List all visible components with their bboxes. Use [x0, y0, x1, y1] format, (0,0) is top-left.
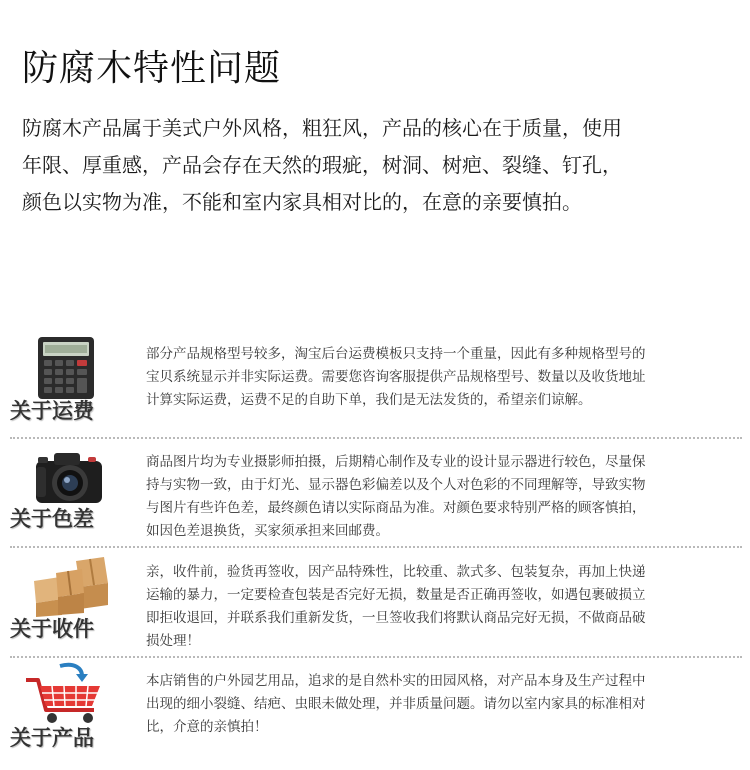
camera-icon	[16, 443, 116, 509]
section-label: 关于收件	[10, 617, 94, 641]
section-color-difference	[10, 441, 742, 551]
section-shipping	[10, 333, 742, 443]
text-line: 运输的暴力，一定要检查包装是否完好无损，数量是否正确再签收，如遇包裹破损立	[146, 587, 646, 603]
intro-line: 防腐木产品属于美式户外风格，粗狂风，产品的核心在于质量，使用	[22, 116, 622, 140]
section-text	[146, 343, 730, 412]
intro-line: 颜色以实物为准，不能和室内家具相对比的，在意的亲要慎拍。	[22, 190, 582, 214]
text-line: 宝贝系统显示并非实际运费。需要您咨询客服提供产品规格型号、数量以及收货地址	[146, 369, 646, 385]
text-line: 出现的细小裂缝、结疤、虫眼未做处理，并非质量问题。请勿以室内家具的标准相对	[146, 696, 646, 712]
page-title: 防腐木特性问题	[22, 48, 282, 89]
section-text	[146, 451, 730, 543]
text-line: 损处理！	[146, 633, 200, 649]
text-line: 部分产品规格型号较多，淘宝后台运费模板只支持一个重量，因此有多种规格型号的	[146, 346, 646, 362]
boxes-icon	[16, 553, 116, 619]
shopping-cart-icon	[16, 662, 116, 728]
section-text	[146, 670, 730, 739]
divider	[10, 437, 742, 439]
text-line: 与图片有些许色差，最终颜色请以实际商品为准。对颜色要求特别严格的顾客慎拍，	[146, 500, 646, 516]
text-line: 比，介意的亲慎拍！	[146, 719, 268, 735]
section-label: 关于产品	[10, 726, 94, 750]
text-line: 商品图片均为专业摄影师拍摄，后期精心制作及专业的设计显示器进行较色，尽量保	[146, 454, 646, 470]
text-line: 持与实物一致，由于灯光、显示器色彩偏差以及个人对色彩的不同理解等，导致实物	[146, 477, 646, 493]
section-text	[146, 561, 730, 653]
intro-paragraph	[22, 110, 712, 221]
text-line: 亲，收件前，验货再签收，因产品特殊性，比较重、款式多、包装复杂，再加上快递	[146, 564, 646, 580]
divider	[10, 656, 742, 658]
calculator-icon	[16, 335, 116, 401]
section-receiving	[10, 551, 742, 661]
section-product	[10, 660, 742, 770]
text-line: 计算实际运费，运费不足的自助下单，我们是无法发货的，希望亲们谅解。	[146, 392, 592, 408]
text-line: 如因色差退换货，买家须承担来回邮费。	[146, 523, 389, 539]
text-line: 本店销售的户外园艺用品，追求的是自然朴实的田园风格，对产品本身及生产过程中	[146, 673, 646, 689]
divider	[10, 546, 742, 548]
intro-line: 年限、厚重感，产品会存在天然的瑕疵，树洞、树疤、裂缝、钉孔，	[22, 153, 622, 177]
section-label: 关于运费	[10, 399, 94, 423]
text-line: 即拒收退回，并联系我们重新发货，一旦签收我们将默认商品完好无损，不做商品破	[146, 610, 646, 626]
section-label: 关于色差	[10, 507, 94, 531]
